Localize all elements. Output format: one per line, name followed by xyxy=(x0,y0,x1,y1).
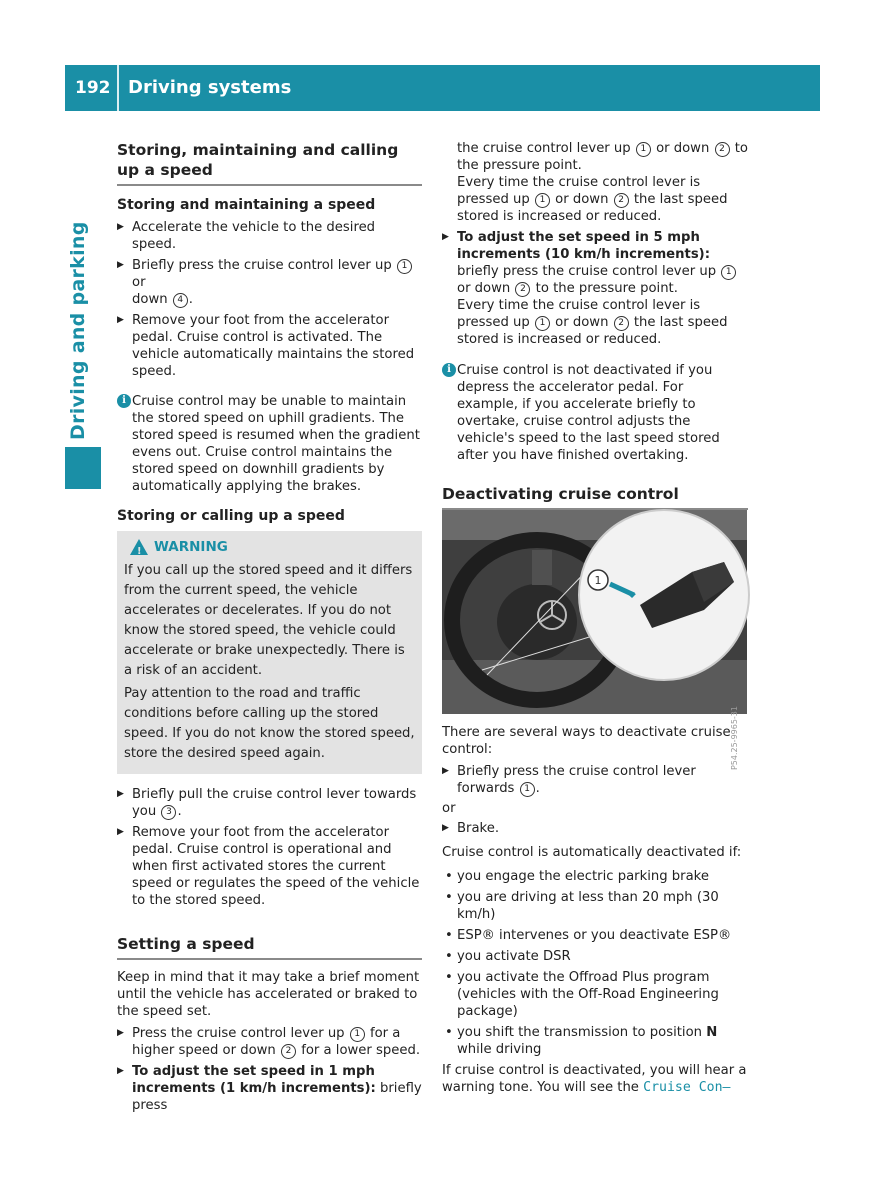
list-item: • you are driving at less than 20 mph (30 km/h) xyxy=(442,889,748,923)
continued-text-2: Every time the cruise control lever is pressed up 1 or down 2 the last speed stored is increased or reduced. xyxy=(457,175,728,224)
display-message: Cruise Con– xyxy=(643,1080,731,1095)
page-title: Driving systems xyxy=(128,77,292,98)
step-adjust-5mph: ▶ To adjust the set speed in 5 mph increments (10 km/h increments): briefly press the cruise control lever up 1 or down 2 to the pressure point. xyxy=(442,229,748,297)
page-header xyxy=(65,65,820,111)
final-text: If cruise control is deactivated, you will hear a warning tone. You will see the Cruise Con– xyxy=(442,1063,747,1095)
step-pull-lever: ▶ Briefly pull the cruise control lever towards you 3 . xyxy=(117,786,422,820)
page-number: 192 xyxy=(75,78,111,98)
warning-box xyxy=(117,531,422,774)
marker-4: 4 xyxy=(173,293,188,308)
list-item: • you activate the Offroad Plus program (vehicles with the Off-Road Engineering package) xyxy=(442,969,748,1020)
marker-1: 1 xyxy=(397,259,412,274)
cockpit-illustration xyxy=(442,510,747,714)
warning-header xyxy=(124,537,415,557)
side-tab-marker xyxy=(65,447,101,489)
deactivate-intro: There are several ways to deactivate cruise control: xyxy=(442,725,731,757)
step-press-up-down: ▶ Press the cruise control lever up 1 for a higher speed or down 2 for a lower speed. xyxy=(117,1025,422,1059)
marker-3: 3 xyxy=(161,805,176,820)
section-title-setting: Setting a speed xyxy=(117,934,422,960)
step-remove-foot: ▶ Remove your foot from the accelerator pedal. Cruise control is activated. The vehicle automatically maintains the stored speed. xyxy=(117,312,422,380)
info-note-accelerator: i Cruise control is not deactivated if you depress the accelerator pedal. For example, if you accelerate briefly to overtake, cruise control adjusts the vehicle's speed to the last speed stored after you have finished overtaking. xyxy=(442,362,748,464)
list-item: • you activate DSR xyxy=(442,948,748,965)
list-item: • ESP® intervenes or you deactivate ESP® xyxy=(442,927,748,944)
left-column xyxy=(117,140,422,1114)
warning-text-1: If you call up the stored speed and it differs from the current speed, the vehicle accelerates or decelerates. If you do not know the stored speed, the vehicle could accelerate or brake unexpectedly. There is a risk of an accident. xyxy=(124,563,413,678)
info-note-gradients: i Cruise control may be unable to maintain the stored speed on uphill gradients. The stored speed is resumed when the gradient evens out. Cruise control maintains the stored speed on downhill gradients by automatically applying the brakes. xyxy=(117,393,422,495)
setting-intro: Keep in mind that it may take a brief moment until the vehicle has accelerated or braked to the speed set. xyxy=(117,970,420,1019)
subsection-storing-calling: Storing or calling up a speed xyxy=(117,508,345,524)
info-icon: i xyxy=(442,363,456,377)
step-adjust-5mph-cont: Every time the cruise control lever is pressed up 1 or down 2 the last speed stored is increased or reduced. xyxy=(457,298,728,347)
list-item: • you engage the electric parking brake xyxy=(442,868,748,885)
info-icon: i xyxy=(117,394,131,408)
auto-deactivate-intro: Cruise control is automatically deactivated if: xyxy=(442,845,742,860)
step-accelerate: ▶ Accelerate the vehicle to the desired speed. xyxy=(117,219,422,253)
svg-text:1: 1 xyxy=(594,574,602,587)
step-press-forwards: ▶ Briefly press the cruise control lever forwards 1 . xyxy=(442,763,748,797)
section-title-deactivating: Deactivating cruise control xyxy=(442,484,748,510)
warning-triangle-icon xyxy=(130,539,148,555)
step-remove-foot-2: ▶ Remove your foot from the accelerator pedal. Cruise control is operational and when first activated stores the current speed or regulates the speed of the vehicle to the stored speed. xyxy=(117,824,422,909)
step-brake: ▶ Brake. xyxy=(442,820,748,837)
step-adjust-1mph: ▶ To adjust the set speed in 1 mph increments (1 km/h increments): briefly press xyxy=(117,1063,422,1114)
list-item: • you shift the transmission to position N while driving xyxy=(442,1024,748,1058)
image-code: P54.25-9965-31 xyxy=(730,706,739,771)
step-press-lever: ▶ Briefly press the cruise control lever up 1 or down 4 . xyxy=(117,257,422,308)
chapter-side-label: Driving and parking xyxy=(67,221,89,440)
right-column xyxy=(442,140,748,1096)
warning-text-2: Pay attention to the road and traffic conditions before calling up the stored speed. If you do not know the stored speed, store the desired speed again. xyxy=(124,686,415,761)
subsection-storing-maintaining: Storing and maintaining a speed xyxy=(117,197,376,213)
header-divider xyxy=(117,65,119,111)
continued-text-1: the cruise control lever up 1 or down 2 to the pressure point. xyxy=(457,141,748,173)
section-title-storing: Storing, maintaining and calling up a speed xyxy=(117,140,422,186)
warning-label: WARNING xyxy=(154,539,228,555)
or-text: or xyxy=(442,801,456,816)
